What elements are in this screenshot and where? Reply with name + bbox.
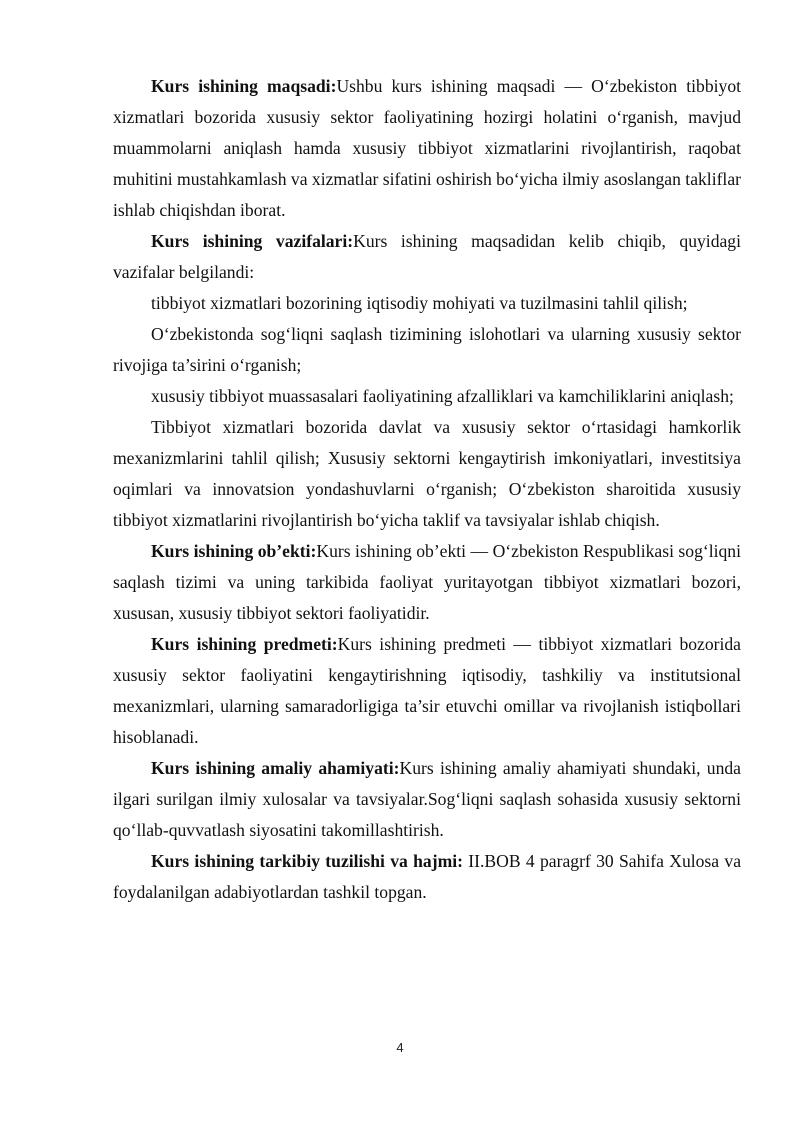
paragraph-text: Kurs ishining predmeti — tibbiyot xizmatlari bozorida xususiy sektor faoliyatini kengaytirishning iqtisodiy, tashkiliy va institutsional mexanizmlari, ularning samaradorligiga ta’sir etuvchi omillar va rivojlanish istiqbollari hisoblanadi. — [113, 634, 741, 747]
paragraph-tasks — [113, 226, 741, 288]
paragraph-text: O‘zbekistonda sog‘liqni saqlash tizimining islohotlari va ularning xususiy sektor rivojiga ta’sirini o‘rganish; — [113, 324, 741, 375]
page-number: 4 — [396, 1040, 404, 1055]
paragraph-text: Ushbu kurs ishining maqsadi — O‘zbekiston tibbiyot xizmatlari bozorida xususiy sektor faoliyatining hozirgi holatini o‘rganish, mavjud muammolarni aniqlash hamda xususiy tibbiyot xizmatlarini rivojlantirish, raqobat muhitini mustahkamlash va xizmatlar sifatini oshirish bo‘yicha ilmiy asoslangan takliflar ishlab chiqishdan iborat. — [113, 76, 742, 220]
paragraph-text: II.BOB 4 paragrf 30 Sahifa Xulosa va foydalanilgan adabiyotlardan tashkil topgan. — [113, 851, 741, 902]
paragraph-structure — [113, 846, 741, 908]
paragraph-text: Tibbiyot xizmatlari bozorida davlat va xususiy sektor o‘rtasidagi hamkorlik mexanizmlarini tahlil qilish; Xususiy sektorni kengaytirish imkoniyatlari, investitsiya oqimlari va innovatsion yondashuvlarni o‘rganish; O‘zbekiston sharoitida xususiy tibbiyot xizmatlarini rivojlantirish bo‘yicha taklif va tavsiyalar ishlab chiqish. — [113, 417, 741, 530]
document-body — [113, 71, 741, 908]
paragraph-text: Kurs ishining amaliy ahamiyati shundaki, unda ilgari surilgan ilmiy xulosalar va tavsiyalar.Sog‘liqni saqlash sohasida xususiy sektorni qo‘llab-quvvatlash siyosatini takomillashtirish. — [113, 758, 741, 840]
paragraph-text: Kurs ishining maqsadidan kelib chiqib, quyidagi vazifalar belgilandi: — [113, 231, 741, 282]
paragraph-task-item — [113, 319, 741, 381]
paragraph-task-item — [113, 288, 741, 319]
paragraph-text: tibbiyot xizmatlari bozorining iqtisodiy mohiyati va tuzilmasini tahlil qilish; — [151, 293, 688, 313]
paragraph-heading: Kurs ishining ob’ekti: — [151, 541, 317, 561]
paragraph-text: Kurs ishining ob’ekti — O‘zbekiston Respublikasi sog‘liqni saqlash tizimi va uning tarkibida faoliyat yuritayotgan tibbiyot xizmatlari bozori, xususan, xususiy tibbiyot sektori faoliyatidir. — [113, 541, 741, 623]
paragraph-task-item — [113, 381, 741, 412]
paragraph-heading: Kurs ishining predmeti: — [151, 634, 338, 654]
paragraph-purpose — [113, 71, 741, 226]
paragraph-text: xususiy tibbiyot muassasalari faoliyatining afzalliklari va kamchiliklarini aniqlash; — [151, 386, 734, 406]
paragraph-object — [113, 536, 741, 629]
paragraph-heading: Kurs ishining vazifalari: — [151, 231, 354, 251]
paragraph-subject — [113, 629, 741, 753]
paragraph-heading: Kurs ishining tarkibiy tuzilishi va hajmi: — [151, 851, 463, 871]
paragraph-heading: Kurs ishining amaliy ahamiyati: — [151, 758, 400, 778]
paragraph-practical-significance — [113, 753, 741, 846]
paragraph-task-item — [113, 412, 741, 536]
paragraph-heading: Kurs ishining maqsadi: — [151, 76, 337, 96]
